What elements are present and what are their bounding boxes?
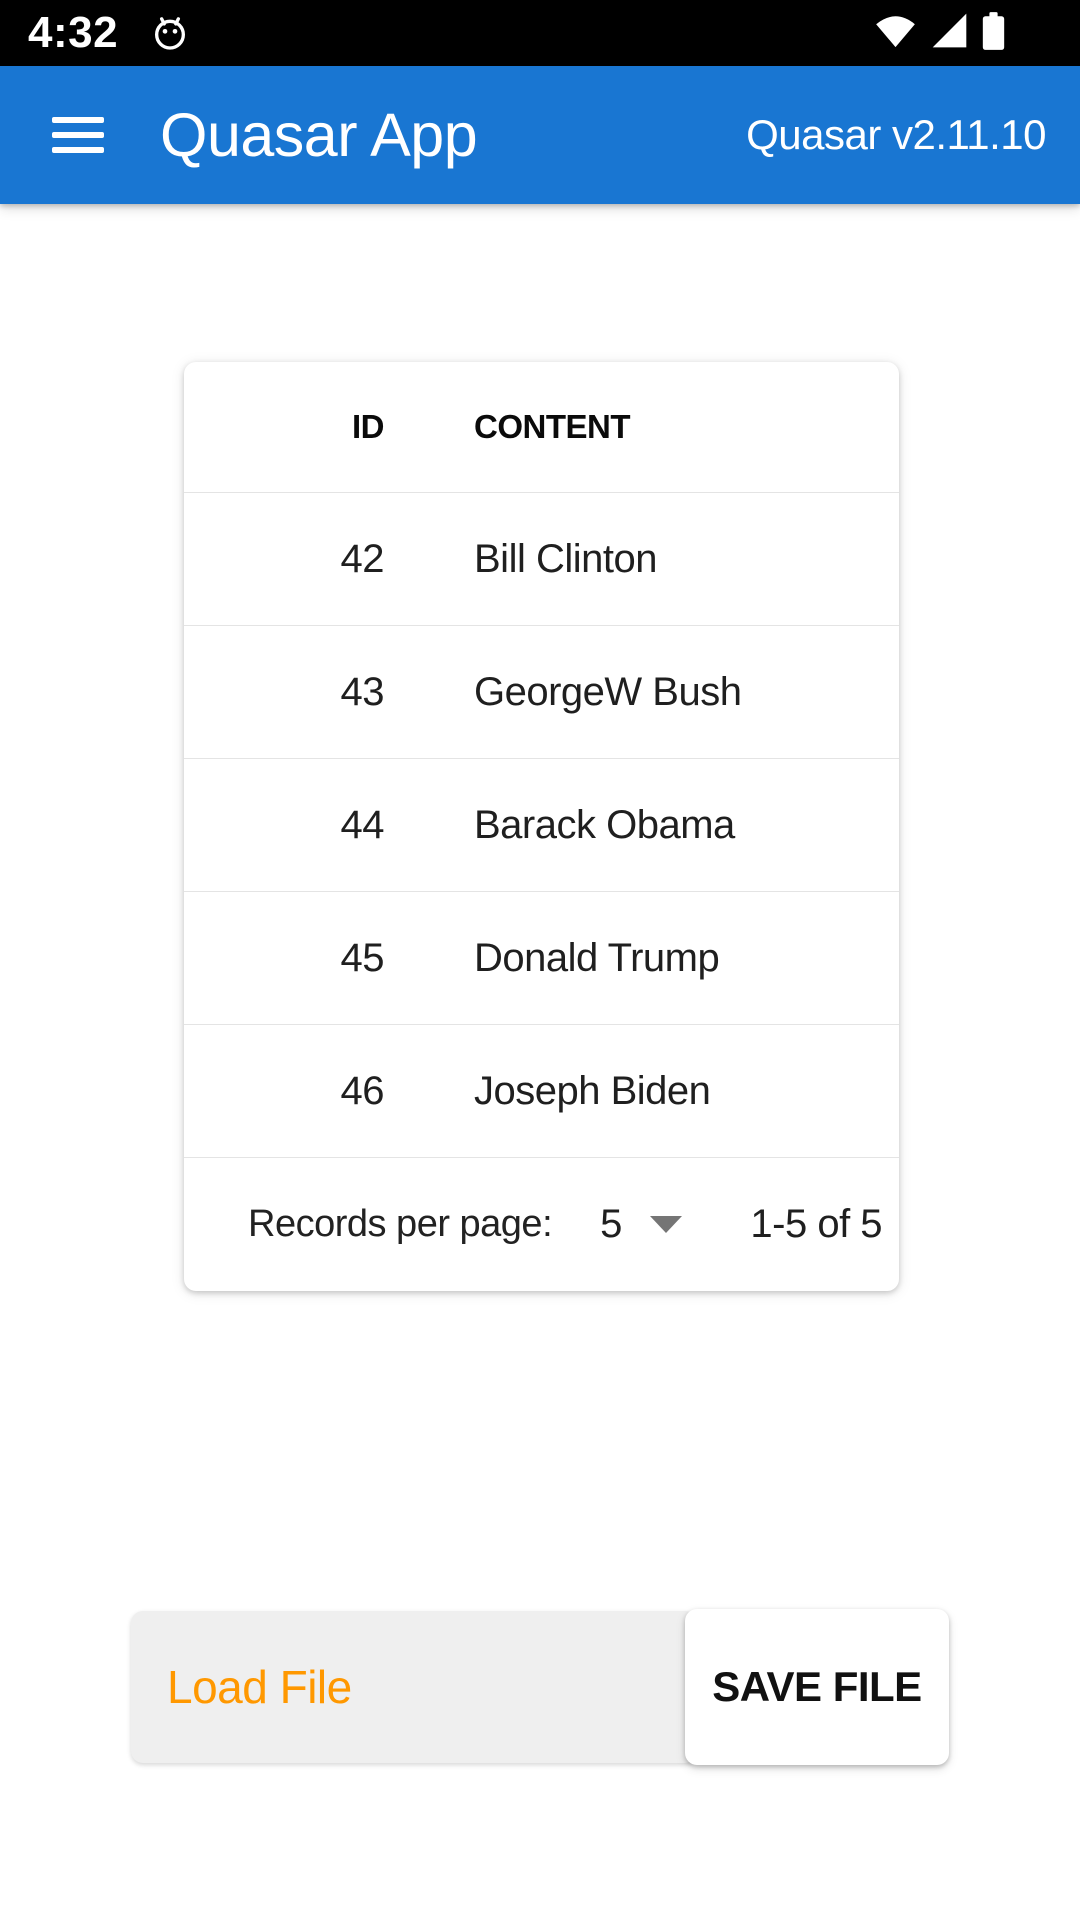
hamburger-icon bbox=[52, 117, 104, 123]
table-header-row bbox=[184, 362, 899, 492]
signal-icon bbox=[931, 12, 968, 54]
file-actions-bar bbox=[131, 1611, 949, 1763]
table-row bbox=[184, 492, 899, 625]
load-file-label: Load File bbox=[167, 1661, 352, 1713]
app-header bbox=[0, 66, 1080, 204]
records-per-page-select[interactable] bbox=[600, 1202, 682, 1247]
status-bar bbox=[0, 0, 1080, 66]
load-file-button[interactable] bbox=[131, 1611, 697, 1763]
column-header-content: CONTENT bbox=[474, 408, 630, 445]
hamburger-menu-button[interactable] bbox=[52, 117, 104, 153]
dropdown-arrow-icon bbox=[650, 1216, 682, 1233]
cell-content: GeorgeW Bush bbox=[474, 669, 742, 714]
table-row bbox=[184, 625, 899, 758]
cell-id: 44 bbox=[340, 802, 384, 847]
cell-content: Bill Clinton bbox=[474, 536, 657, 581]
table-pagination-bar bbox=[184, 1157, 899, 1291]
cell-content: Barack Obama bbox=[474, 802, 735, 847]
status-time: 4:32 bbox=[28, 8, 119, 57]
column-header-id: ID bbox=[352, 408, 384, 445]
cell-content: Joseph Biden bbox=[474, 1068, 711, 1113]
cell-id: 46 bbox=[340, 1068, 384, 1113]
table-row bbox=[184, 1024, 899, 1157]
records-per-page-value: 5 bbox=[600, 1202, 623, 1246]
wifi-icon bbox=[874, 13, 917, 54]
presidents-table-card bbox=[184, 362, 899, 1291]
android-notification-icon bbox=[150, 13, 190, 53]
battery-icon bbox=[982, 11, 1005, 56]
records-per-page-label: Records per page: bbox=[248, 1203, 553, 1245]
cell-content: Donald Trump bbox=[474, 935, 720, 980]
cell-id: 42 bbox=[340, 536, 384, 581]
cell-id: 43 bbox=[340, 669, 384, 714]
pagination-range-label: 1-5 of 5 bbox=[750, 1202, 883, 1246]
table-row bbox=[184, 758, 899, 891]
save-file-label: SAVE FILE bbox=[712, 1663, 922, 1710]
quasar-version-label: Quasar v2.11.10 bbox=[746, 111, 1046, 158]
cell-id: 45 bbox=[340, 935, 384, 980]
table-row bbox=[184, 891, 899, 1024]
page-title: Quasar App bbox=[160, 101, 478, 169]
save-file-button[interactable] bbox=[685, 1609, 949, 1765]
